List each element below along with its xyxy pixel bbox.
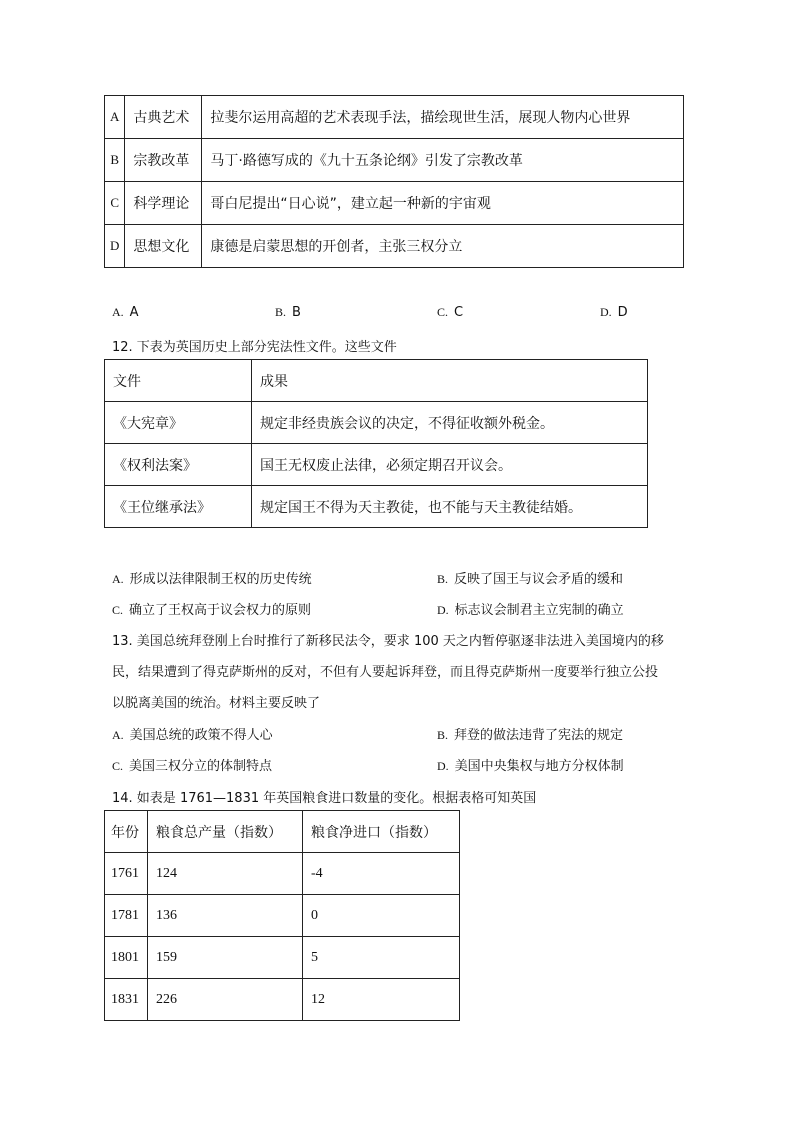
- option-key: C.: [112, 603, 124, 617]
- table-row: [105, 853, 460, 895]
- option-text: 美国三权分立的体制特点: [129, 759, 273, 774]
- year-cell: 1831: [105, 979, 148, 1021]
- option-text: C: [454, 305, 464, 320]
- table-header-row: [105, 360, 648, 402]
- output-cell: 136: [148, 895, 303, 937]
- output-cell: 226: [148, 979, 303, 1021]
- doc-result: 国王无权废止法律，必须定期召开议会。: [252, 444, 648, 486]
- imports-cell: -4: [303, 853, 460, 895]
- table-row: [105, 444, 648, 486]
- row-letter: B: [105, 139, 125, 182]
- doc-name: 《王位继承法》: [105, 486, 252, 528]
- option-a[interactable]: [112, 305, 139, 320]
- table-header-row: [105, 811, 460, 853]
- option-key: C.: [437, 305, 449, 319]
- year-cell: 1801: [105, 937, 148, 979]
- option-key: B.: [275, 305, 287, 319]
- option-key: D.: [600, 305, 612, 319]
- q14-stem: 14. 如表是 1761—1831 年英国粮食进口数量的变化。根据表格可知英国: [112, 791, 537, 806]
- doc-name: 《权利法案》: [105, 444, 252, 486]
- option-key: B.: [437, 572, 449, 586]
- row-content: 哥白尼提出“日心说”，建立起一种新的宇宙观: [202, 182, 684, 225]
- option-d[interactable]: [437, 755, 624, 774]
- option-key: B.: [437, 728, 449, 742]
- column-header: 年份: [105, 811, 148, 853]
- table-row: [105, 937, 460, 979]
- q12-table: [104, 359, 648, 528]
- imports-cell: 0: [303, 895, 460, 937]
- row-content: 康德是启蒙思想的开创者，主张三权分立: [202, 225, 684, 268]
- row-content: 拉斐尔运用高超的艺术表现手法，描绘现世生活，展现人物内心世界: [202, 96, 684, 139]
- column-header: 成果: [252, 360, 648, 402]
- row-category: 科学理论: [125, 182, 202, 225]
- row-letter: C: [105, 182, 125, 225]
- option-a[interactable]: [112, 568, 312, 587]
- doc-result: 规定非经贵族会议的决定，不得征收额外税金。: [252, 402, 648, 444]
- option-a[interactable]: [112, 724, 273, 743]
- option-text: 拜登的做法违背了宪法的规定: [454, 728, 624, 743]
- option-text: 美国总统的政策不得人心: [129, 728, 273, 743]
- option-text: 标志议会制君主立宪制的确立: [454, 603, 624, 618]
- option-text: 形成以法律限制王权的历史传统: [129, 572, 312, 587]
- imports-cell: 12: [303, 979, 460, 1021]
- option-c[interactable]: [112, 755, 272, 774]
- option-key: A.: [112, 728, 124, 742]
- option-text: D: [617, 305, 628, 320]
- option-key: D.: [437, 603, 449, 617]
- option-text: 反映了国王与议会矛盾的缓和: [454, 572, 624, 587]
- option-key: A.: [112, 572, 124, 586]
- doc-name: 《大宪章》: [105, 402, 252, 444]
- row-letter: A: [105, 96, 125, 139]
- option-b[interactable]: [437, 724, 623, 743]
- table-row: [105, 895, 460, 937]
- option-text: A: [129, 305, 139, 320]
- table-row: [105, 486, 648, 528]
- row-category: 宗教改革: [125, 139, 202, 182]
- year-cell: 1761: [105, 853, 148, 895]
- option-text: 确立了王权高于议会权力的原则: [129, 603, 312, 618]
- q12-stem: 12. 下表为英国历史上部分宪法性文件。这些文件: [112, 340, 397, 355]
- table-row: [105, 402, 648, 444]
- option-d[interactable]: [437, 599, 624, 618]
- q13-stem-line: 以脱离美国的统治。材料主要反映了: [112, 696, 321, 711]
- column-header: 粮食净进口（指数）: [303, 811, 460, 853]
- option-text: 美国中央集权与地方分权体制: [454, 759, 624, 774]
- option-c[interactable]: [112, 599, 311, 618]
- output-cell: 124: [148, 853, 303, 895]
- option-d[interactable]: [600, 305, 628, 320]
- option-key: D.: [437, 759, 449, 773]
- table-row: [105, 182, 684, 225]
- table-row: [105, 96, 684, 139]
- option-key: A.: [112, 305, 124, 319]
- option-text: B: [292, 305, 301, 320]
- table-row: [105, 225, 684, 268]
- row-content: 马丁·路德写成的《九十五条论纲》引发了宗教改革: [202, 139, 684, 182]
- option-b[interactable]: [437, 568, 623, 587]
- q13-stem-line: 民，结果遭到了得克萨斯州的反对，不但有人要起诉拜登，而且得克萨斯州一度要举行独立公投: [112, 665, 659, 680]
- year-cell: 1781: [105, 895, 148, 937]
- option-b[interactable]: [275, 305, 301, 320]
- table-row: [105, 139, 684, 182]
- option-c[interactable]: [437, 305, 463, 320]
- q11-table: [104, 95, 684, 268]
- table-row: [105, 979, 460, 1021]
- column-header: 文件: [105, 360, 252, 402]
- row-category: 古典艺术: [125, 96, 202, 139]
- q13-stem-line: 13. 美国总统拜登刚上台时推行了新移民法令，要求 100 天之内暂停驱逐非法进入美国境内的移: [112, 634, 664, 649]
- q14-table: [104, 810, 460, 1021]
- row-letter: D: [105, 225, 125, 268]
- doc-result: 规定国王不得为天主教徒，也不能与天主教徒结婚。: [252, 486, 648, 528]
- imports-cell: 5: [303, 937, 460, 979]
- column-header: 粮食总产量（指数）: [148, 811, 303, 853]
- output-cell: 159: [148, 937, 303, 979]
- option-key: C.: [112, 759, 124, 773]
- row-category: 思想文化: [125, 225, 202, 268]
